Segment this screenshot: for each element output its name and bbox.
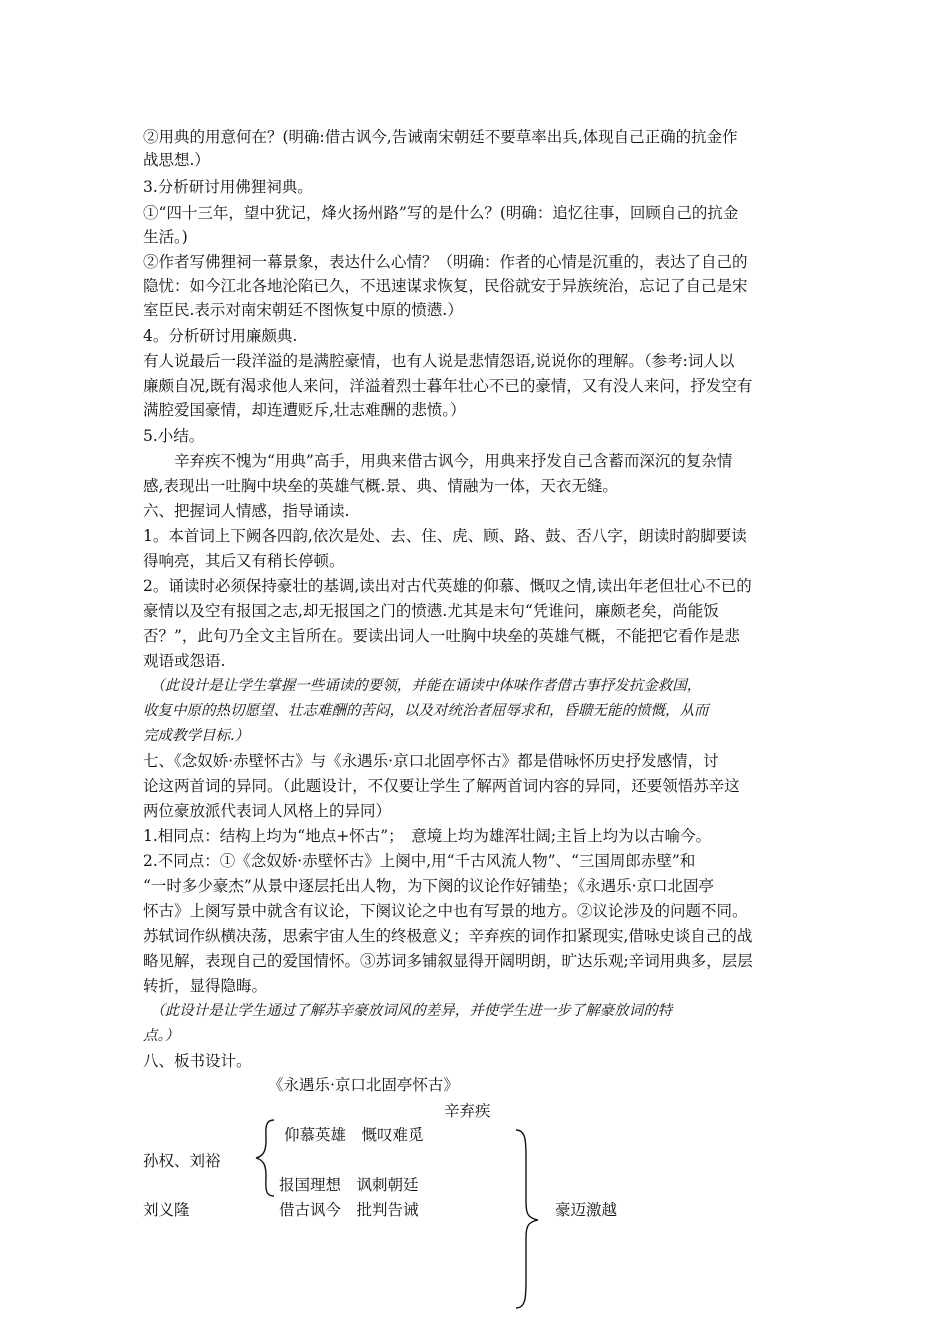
- right-brace-icon: [512, 1128, 542, 1310]
- text-line: 战思想.）: [143, 151, 210, 169]
- text-line: 2.不同点：①《念奴娇·赤壁怀古》上阕中,用“千古风流人物”、“三国周郎赤壁”和: [143, 852, 696, 870]
- left-brace-icon: [250, 1118, 280, 1198]
- section-heading: 4。分析研讨用廉颇典.: [143, 327, 298, 345]
- text-line: 怀古》上阕写景中就含有议论，下阕议论之中也有写景的地方。②议论涉及的问题不同。: [143, 902, 748, 920]
- design-note: （此设计是让学生通过了解苏辛豪放词风的差异，并使学生进一步了解豪放词的特: [143, 1003, 673, 1019]
- text-line: 得响亮，其后又有稍长停顿。: [143, 552, 345, 570]
- text-line: ②用典的用意何在？(明确:借古讽今,告诫南宋朝廷不要草率出兵,体现自己正确的抗金作: [143, 128, 738, 146]
- text-line: 苏轼词作纵横决荡，思索宇宙人生的终极意义；辛弃疾的词作扣紧现实,借咏史谈自己的战: [143, 927, 753, 945]
- text-line: 隐忧：如今江北各地沦陷已久，不迅速谋求恢复，民俗就安于异族统治，忘记了自己是宋: [143, 277, 748, 295]
- text-line: 否？”，此句乃全文主旨所在。要读出词人一吐胸中块垒的英雄气概，不能把它看作是悲: [143, 627, 740, 645]
- section-heading: 七、《念奴娇·赤壁怀古》与《永遇乐·京口北固亭怀古》都是借咏怀历史抒发感情，讨: [143, 752, 719, 770]
- text-line: ①“四十三年，望中犹记，烽火扬州路”写的是什么？(明确：追忆往事，回顾自己的抗金: [143, 204, 739, 222]
- section-heading: 3.分析研讨用佛狸祠典。: [143, 178, 313, 196]
- text-line: 1。本首词上下阙各四韵,依次是处、去、住、虎、顾、路、鼓、否八字，朗读时韵脚要读: [143, 527, 747, 545]
- text-line: 略见解，表现自己的爱国情怀。③苏词多铺叙显得开阔明朗，旷达乐观;辛词用典多，层层: [143, 952, 753, 970]
- text-line: ②作者写佛狸祠一幕景象，表达什么心情？（明确：作者的心情是沉重的，表达了自己的: [143, 253, 748, 271]
- text-line: 论这两首词的异同。（此题设计，不仅要让学生了解两首词内容的异同，还要领悟苏辛这: [143, 777, 740, 795]
- text-line: 辛弃疾不愧为“用典”高手，用典来借古讽今，用典来抒发自己含蓄而深沉的复杂情: [143, 452, 733, 470]
- section-heading: 八、板书设计。: [143, 1052, 252, 1070]
- board-item-criticize: 借古讽今 批判告诫: [279, 1201, 419, 1219]
- section-heading: 六、把握词人情感，指导诵读.: [143, 502, 350, 520]
- board-item-conclusion: 豪迈激越: [555, 1201, 618, 1219]
- text-line: 1.相同点：结构上均为“地点+怀古”； 意境上均为雄浑壮阔;主旨上均为以古喻今。: [143, 827, 712, 845]
- text-line: 豪情以及空有报国之志,却无报国之门的愤懑.尤其是末句“凭谁问，廉颇老矣，尚能饭: [143, 602, 719, 620]
- design-note: 收复中原的热切愿望、壮志难酬的苦闷，以及对统治者屈辱求和，昏聩无能的愤慨，从而: [143, 703, 709, 719]
- text-line: 室臣民.表示对南宋朝廷不图恢复中原的愤懑.）: [143, 301, 463, 319]
- text-line: “一时多少豪杰”从景中逐层托出人物，为下阕的议论作好铺垫；《永遇乐·京口北固亭: [143, 877, 715, 895]
- text-line: 有人说最后一段洋溢的是满腔豪情，也有人说是悲情怨语,说说你的理解。（参考:词人以: [143, 352, 735, 370]
- section-heading: 5.小结。: [143, 427, 205, 445]
- text-line: 观语或怨语.: [143, 652, 226, 670]
- board-item-people: 孙权、刘裕: [143, 1152, 221, 1170]
- text-line: 满腔爱国豪情，却连遭贬斥,壮志难酬的悲愤。）: [143, 401, 466, 419]
- text-line: 2。诵读时必须保持豪壮的基调,读出对古代英雄的仰慕、慨叹之情,读出年老但壮心不已的: [143, 577, 752, 595]
- board-item-liu: 刘义隆: [143, 1201, 190, 1219]
- design-note: 点。）: [143, 1028, 180, 1044]
- text-line: 感,表现出一吐胸中块垒的英雄气概.景、典、情融为一体，天衣无缝。: [143, 477, 618, 495]
- text-line: 廉颇自况,既有渴求他人来问，洋溢着烈士暮年壮心不已的豪情，又有没人来问，抒发空有: [143, 377, 753, 395]
- design-note: （此设计是让学生掌握一些诵读的要领，并能在诵读中体味作者借古事抒发抗金救国，: [143, 678, 702, 694]
- design-note: 完成教学目标.）: [143, 728, 250, 744]
- board-author: 辛弃疾: [444, 1102, 491, 1120]
- text-line: 两位豪放派代表词人风格上的异同）: [143, 802, 392, 820]
- text-line: 转折，显得隐晦。: [143, 977, 268, 995]
- board-item-ideal: 报国理想 讽刺朝廷: [279, 1176, 419, 1194]
- board-item-admire: 仰慕英雄 慨叹难觅: [284, 1126, 424, 1144]
- board-title: 《永遇乐·京口北固亭怀古》: [268, 1076, 459, 1094]
- text-line: 生活。): [143, 228, 188, 246]
